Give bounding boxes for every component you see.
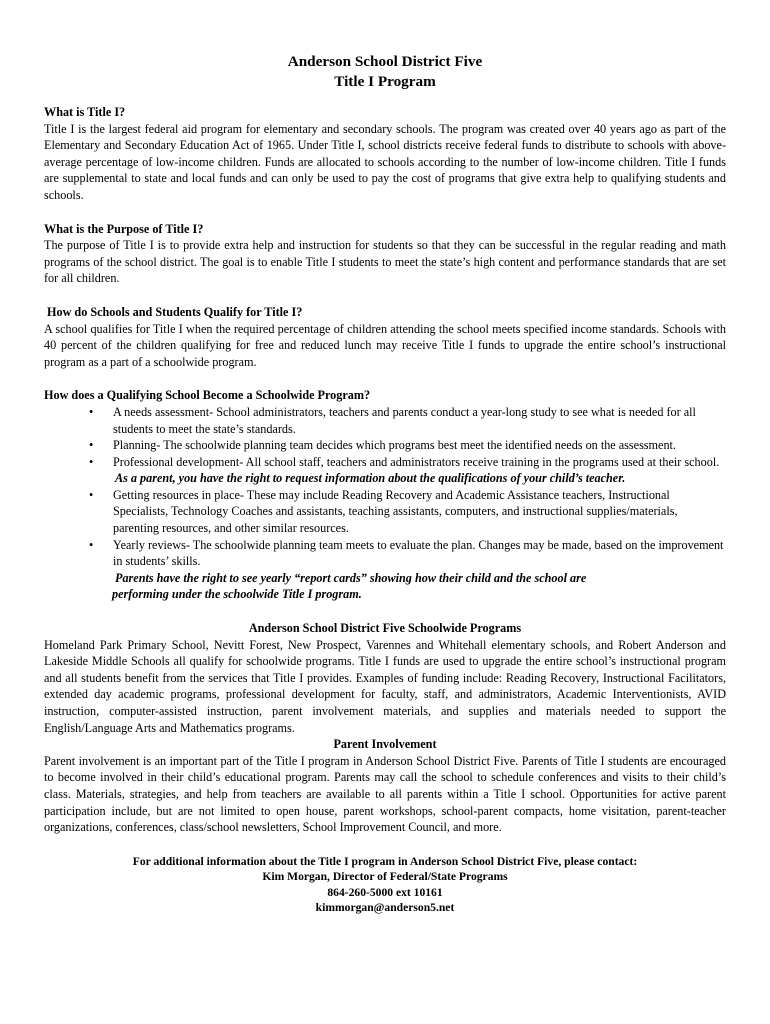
list-item — [44, 487, 726, 537]
report-cards-note-line1: Parents have the right to see yearly “report cards” showing how their child and the school are — [115, 570, 587, 585]
section-body: A school qualifies for Title I when the required percentage of children attending the school meets specified income standards. Schools with 40 percent of the children qualifying for free and reduced lunch may receive Title I funds to upgrade the entire school’s instructional program as a part of a schoolwide program. — [44, 321, 726, 369]
report-cards-note-line2: performing under the schoolwide Title I program. — [112, 587, 362, 602]
spacer — [44, 603, 726, 620]
section-heading: How do Schools and Students Qualify for Title I? — [47, 304, 303, 319]
section-heading: What is the Purpose of Title I? — [44, 221, 204, 236]
bullet-icon: • — [89, 454, 94, 469]
section-heading: Parent Involvement — [333, 737, 437, 752]
bullet-icon: • — [89, 404, 94, 419]
list-item — [44, 537, 726, 570]
section-body: The purpose of Title I is to provide extra help and instruction for students so that they can be successful in the regular reading and math programs of the school district. The goal is to enable Title I students to meet the state’s high content and performance standards that are set for all children. — [44, 238, 726, 286]
section-district-programs — [44, 620, 726, 736]
section-heading: What is Title I? — [44, 105, 126, 119]
list-item — [44, 437, 726, 454]
contact-phone: 864-260-5000 ext 10161 — [327, 885, 443, 899]
section-schoolwide — [44, 387, 726, 603]
document-title-block — [44, 52, 726, 92]
list-item-text: Getting resources in place- These may include Reading Recovery and Academic Assistance teachers, Instructional Specialists, Technology Coaches and assistants, teaching assistants, computers, and instructional supplies/materials, parenting resources, and other similar resources. — [113, 487, 678, 536]
program-title: Title I Program — [334, 73, 436, 90]
section-parent-involvement — [44, 736, 726, 836]
list-item-text: Yearly reviews- The schoolwide planning team meets to evaluate the plan. Changes may be made, based on the improvement in students’ skills. — [113, 537, 724, 569]
section-body: Homeland Park Primary School, Nevitt Forest, New Prospect, Varennes and Whitehall elementary schools, and Robert Anderson and Lakeside Middle Schools all qualify for schoolwide programs. Title I funds are used to upgrade the entire school’s instructional program and all students benefit from the services that Title I provides. Examples of funding include: Reading Recovery, Instructional Facilitators, extended day academic programs, professional development for faculty, staff, and administrators, Academic Interventionists, AVID instruction, computer-assisted instruction, parent involvement materials, and supplies and materials needed to support the English/Language Arts and Mathematics programs. — [44, 637, 726, 735]
spacer — [44, 204, 726, 221]
list-item — [44, 454, 726, 471]
bullet-icon: • — [89, 487, 94, 502]
section-what-is-title-i — [44, 104, 726, 204]
section-heading: How does a Qualifying School Become a Schoolwide Program? — [44, 388, 371, 403]
list-item — [44, 404, 726, 437]
teacher-qualifications-note: As a parent, you have the right to request information about the qualifications of your child’s teacher. — [115, 471, 626, 486]
spacer — [44, 287, 726, 304]
contact-email: kimmorgan@anderson5.net — [315, 900, 455, 914]
section-purpose — [44, 221, 726, 287]
spacer — [44, 370, 726, 387]
list-item-text: Professional development- All school staff, teachers and administrators receive training in the programs used at their school. — [113, 454, 720, 469]
section-body: Title I is the largest federal aid program for elementary and secondary schools. The program was created over 40 years ago as part of the Elementary and Secondary Education Act of 1965. Under Title I, school districts receive federal funds to distribute to schools with above-average percentage of low-income children. Funds are allocated to schools according to the number of low-income children. Title I funds are supplemental to state and local funds and can only be used to pay the cost of programs that give extra help to qualifying students and schools. — [44, 121, 726, 202]
section-body: Parent involvement is an important part of the Title I program in Anderson School District Five. Parents of Title I students are encouraged to become involved in their child’s educational program. Parents may call the school to schedule conferences and visits to their child’s class. Materials, strategies, and help from teachers are available to all parents within a Title I school. Opportunities for active parent participation include, but are not limited to open house, parent workshops, school-parent compacts, home visitation, parent-teacher organizations, conferences, class/school newsletters, School Improvement Council, and more. — [44, 753, 726, 835]
document-page — [44, 52, 726, 915]
schoolwide-steps-list-continued — [44, 487, 726, 570]
section-qualify — [44, 304, 726, 370]
schoolwide-steps-list — [44, 404, 726, 470]
contact-name: Kim Morgan, Director of Federal/State Programs — [262, 870, 508, 884]
bullet-icon: • — [89, 438, 94, 453]
section-heading: Anderson School District Five Schoolwide Programs — [248, 621, 522, 636]
district-title: Anderson School District Five — [287, 53, 483, 70]
bullet-icon: • — [89, 537, 94, 552]
list-item-text: A needs assessment- School administrators, teachers and parents conduct a year-long study to see what is needed for all students to meet the state’s standards. — [113, 404, 696, 436]
list-item-text: Planning- The schoolwide planning team decides which programs best meet the identified needs on the assessment. — [113, 438, 676, 453]
contact-block — [44, 854, 726, 916]
contact-intro: For additional information about the Title I program in Anderson School District Five, please contact: — [132, 854, 638, 868]
